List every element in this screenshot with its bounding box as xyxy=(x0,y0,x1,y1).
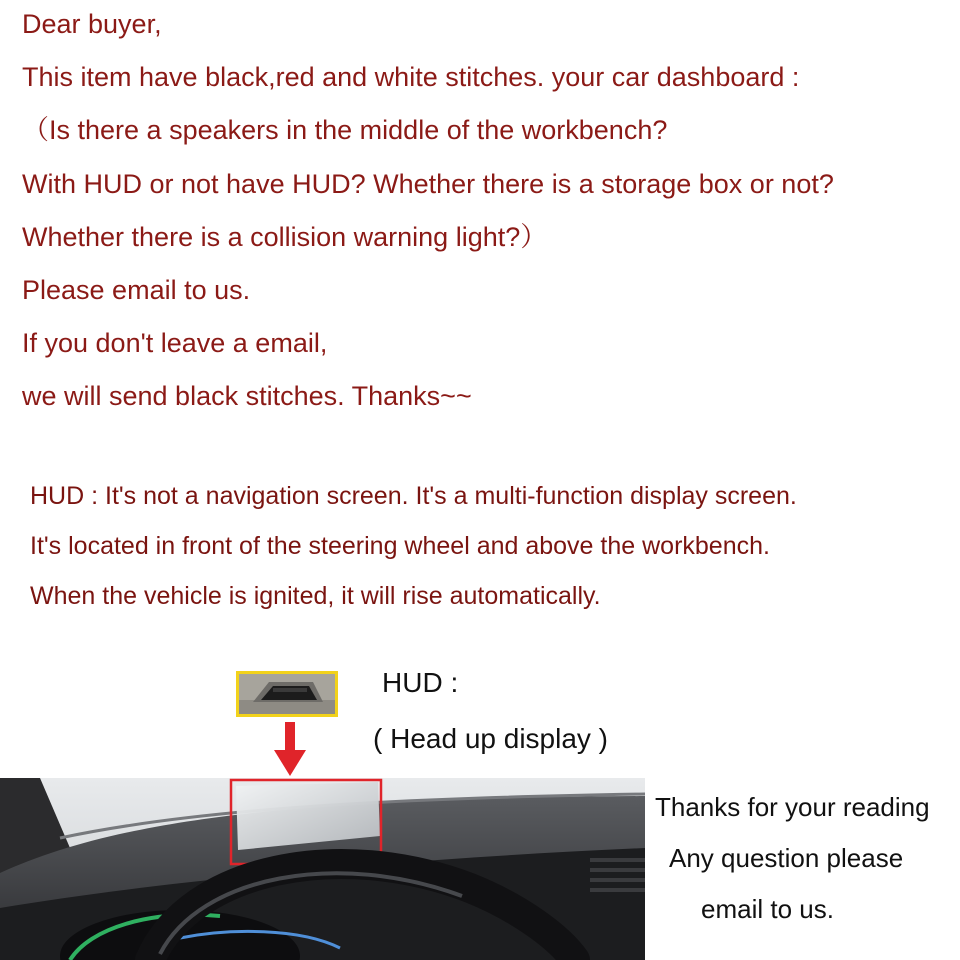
closing-line-email: email to us. xyxy=(701,894,834,924)
notice-line-default: we will send black stitches. Thanks~~ xyxy=(22,381,472,411)
notice-line-collision: Whether there is a collision warning light?） xyxy=(22,222,548,252)
hud-caption-subtitle: ( Head up display ) xyxy=(373,723,609,754)
hud-unit-illustration xyxy=(239,674,335,714)
notice-line-stitches: This item have black,red and white stitches. your car dashboard : xyxy=(22,62,800,92)
dashboard-photo xyxy=(0,778,645,960)
hud-explanation-line-3: When the vehicle is ignited, it will rise automatically. xyxy=(30,582,601,610)
closing-line-thanks: Thanks for your reading xyxy=(655,792,930,822)
hud-caption-title: HUD : xyxy=(382,667,459,698)
hud-explanation-line-2: It's located in front of the steering wheel and above the workbench. xyxy=(30,532,770,560)
notice-line-speakers: （Is there a speakers in the middle of the workbench? xyxy=(22,115,668,145)
hud-explanation-line-1: HUD : It's not a navigation screen. It's a multi-function display screen. xyxy=(30,482,797,510)
closing-line-question: Any question please xyxy=(669,843,904,873)
hud-thumbnail xyxy=(236,671,338,717)
greeting-line: Dear buyer, xyxy=(22,9,162,39)
notice-line-no-email: If you don't leave a email, xyxy=(22,328,328,358)
arrow-down-icon xyxy=(274,722,306,776)
notice-line-hud-storage: With HUD or not have HUD? Whether there is a storage box or not? xyxy=(22,169,834,199)
notice-line-email: Please email to us. xyxy=(22,275,251,305)
